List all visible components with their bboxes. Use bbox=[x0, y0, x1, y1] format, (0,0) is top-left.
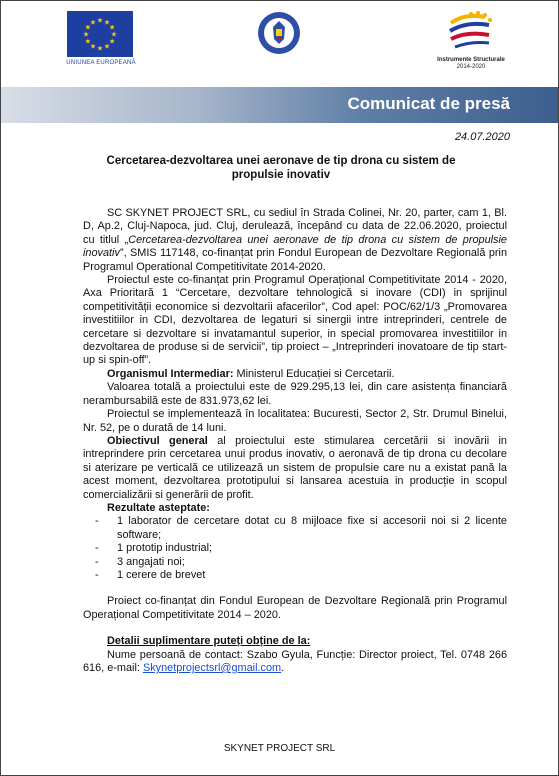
eu-star-icon: ★ bbox=[103, 19, 111, 27]
eu-caption: UNIUNEA EUROPEANĂ bbox=[66, 60, 136, 66]
government-crest-icon bbox=[257, 11, 301, 55]
banner-title: Comunicat de presă bbox=[347, 94, 510, 113]
eu-star-icon: ★ bbox=[82, 31, 90, 39]
organism-paragraph bbox=[83, 368, 507, 381]
result-text: 3 angajati noi; bbox=[117, 555, 185, 568]
is-caption-line2: 2014-2020 bbox=[456, 64, 486, 70]
contact-end: . bbox=[281, 662, 285, 674]
eu-star-icon: ★ bbox=[108, 24, 116, 32]
value-paragraph: Valoarea totală a proiectului este de 929.295,13 lei, din care asistența financiară nerambursabilă este de 831.973,62 lei. bbox=[83, 381, 507, 407]
eu-star-icon: ★ bbox=[96, 45, 104, 53]
email-link[interactable]: Skynetprojectsrl@gmail.com bbox=[142, 662, 282, 674]
eu-star-icon: ★ bbox=[103, 43, 111, 51]
structural-instruments-caption bbox=[421, 57, 521, 71]
is-caption-line1: Instrumente Structurale bbox=[437, 57, 505, 63]
eu-star-icon: ★ bbox=[96, 17, 104, 25]
results-list bbox=[83, 515, 507, 582]
result-text: 1 cerere de brevet bbox=[117, 568, 206, 581]
objective-paragraph bbox=[83, 435, 507, 502]
structural-instruments-logo-icon bbox=[445, 9, 495, 55]
list-item: - 1 prototip industrial; bbox=[95, 542, 213, 555]
press-release-banner bbox=[1, 87, 558, 123]
program-paragraph: Proiectul este co-finanțat prin Programul Operațional Competitivitate 2014 - 2020, Axa Prioritară 1 “Cercetare, dezvoltare tehnologică si inovare (CDI) in sprijinul competitivității economice si dezvoltarii afacerilor”, Cod apel: POC/62/1/3 „Promovarea investitiilor in CDI, dezvoltarea de legaturi si sinergii intre intreprinderi, centrele de cercetare si dezvoltare si invatamantul superior, in special promovarea investitiilor in dezvoltarea de produse si de servicii”, tip proiect – „Intreprinderi inovatoare de tip start-up si spin-off”. bbox=[83, 274, 507, 367]
contact-text: Nume persoană de contact: Szabo Gyula, Funcție: Director proiect, Tel. 0748 266 616, e-mail: bbox=[83, 648, 507, 674]
contact-paragraph bbox=[83, 649, 507, 676]
eu-star-icon: ★ bbox=[89, 19, 97, 27]
footer-company: SKYNET PROJECT SRL bbox=[223, 743, 336, 754]
eu-flag-icon bbox=[67, 11, 133, 57]
location-paragraph: Proiectul se implementează în localitatea: Bucuresti, Sector 2, Str. Drumul Binelui, Nr. 52, pe o durată de 14 luni. bbox=[83, 408, 507, 434]
eu-star-icon: ★ bbox=[89, 43, 97, 51]
results-label: Rezultate asteptate: bbox=[107, 501, 210, 514]
intro-text-b: ”, SMIS 117148, co-finanțat prin Fondul European de Dezvoltare Regională prin Programul Operational Competitivitate 2014-2020. bbox=[83, 247, 507, 273]
eu-star-icon: ★ bbox=[84, 38, 92, 46]
intro-paragraph bbox=[83, 207, 507, 274]
organism-label: Organismul Intermediar: bbox=[107, 367, 234, 380]
list-item: - 1 laborator de cercetare dotat cu 8 mijloace fixe si accesorii noi si 2 licente software; bbox=[95, 515, 507, 541]
list-item: - 3 angajati noi; bbox=[95, 555, 185, 568]
release-date: 24.07.2020 bbox=[454, 131, 510, 143]
details-label: Detalii suplimentare puteți obține de la: bbox=[107, 635, 311, 648]
funding-paragraph: Proiect co-finanțat din Fondul European de Dezvoltare Regională prin Programul Operațional Competitivitate 2014 – 2020. bbox=[83, 595, 507, 621]
objective-text: al proiectului este stimularea cercetării si inovării in intreprindere prin cercetarea unui produs inovativ, o aeronavă de tip drona cu decolare si aterizare pe verticală ce utilizează un sistem de propulsie care nu a existat pană la acest moment, dezvoltarea prototipului si lansarea acestuia in producție in scopul comercializării si generării de profit. bbox=[83, 434, 507, 501]
project-title-italic: Cercetarea-dezvoltarea unei aeronave de tip drona cu sistem de propulsie inovativ bbox=[83, 233, 507, 260]
eu-star-icon: ★ bbox=[110, 31, 118, 39]
details-heading-paragraph bbox=[83, 635, 507, 648]
result-text: 1 laborator de cercetare dotat cu 8 mijloace fixe si accesorii noi si 2 licente software; bbox=[117, 515, 507, 541]
document-body bbox=[83, 207, 507, 675]
organism-value: Ministerul Educației si Cercetarii. bbox=[233, 367, 395, 380]
result-text: 1 prototip industrial; bbox=[117, 542, 213, 555]
list-item: - 1 cerere de brevet bbox=[95, 568, 206, 581]
document-title: Cercetarea-dezvoltarea unei aeronave de tip drona cu sistem de propulsie inovativ bbox=[106, 155, 456, 181]
eu-star-icon: ★ bbox=[84, 24, 92, 32]
eu-star-icon: ★ bbox=[108, 38, 116, 46]
intro-text-a: SC SKYNET PROJECT SRL, cu sediul în Strada Colinei, Nr. 20, parter, cam 1, Bl. D, Ap.2, Cluj-Napoca, jud. Cluj, derulează, începând cu data de 22.06.2020, proiectul cu titlul „ bbox=[83, 207, 507, 246]
logo-strip bbox=[1, 1, 558, 85]
objective-label: Obiectivul general bbox=[107, 434, 208, 447]
